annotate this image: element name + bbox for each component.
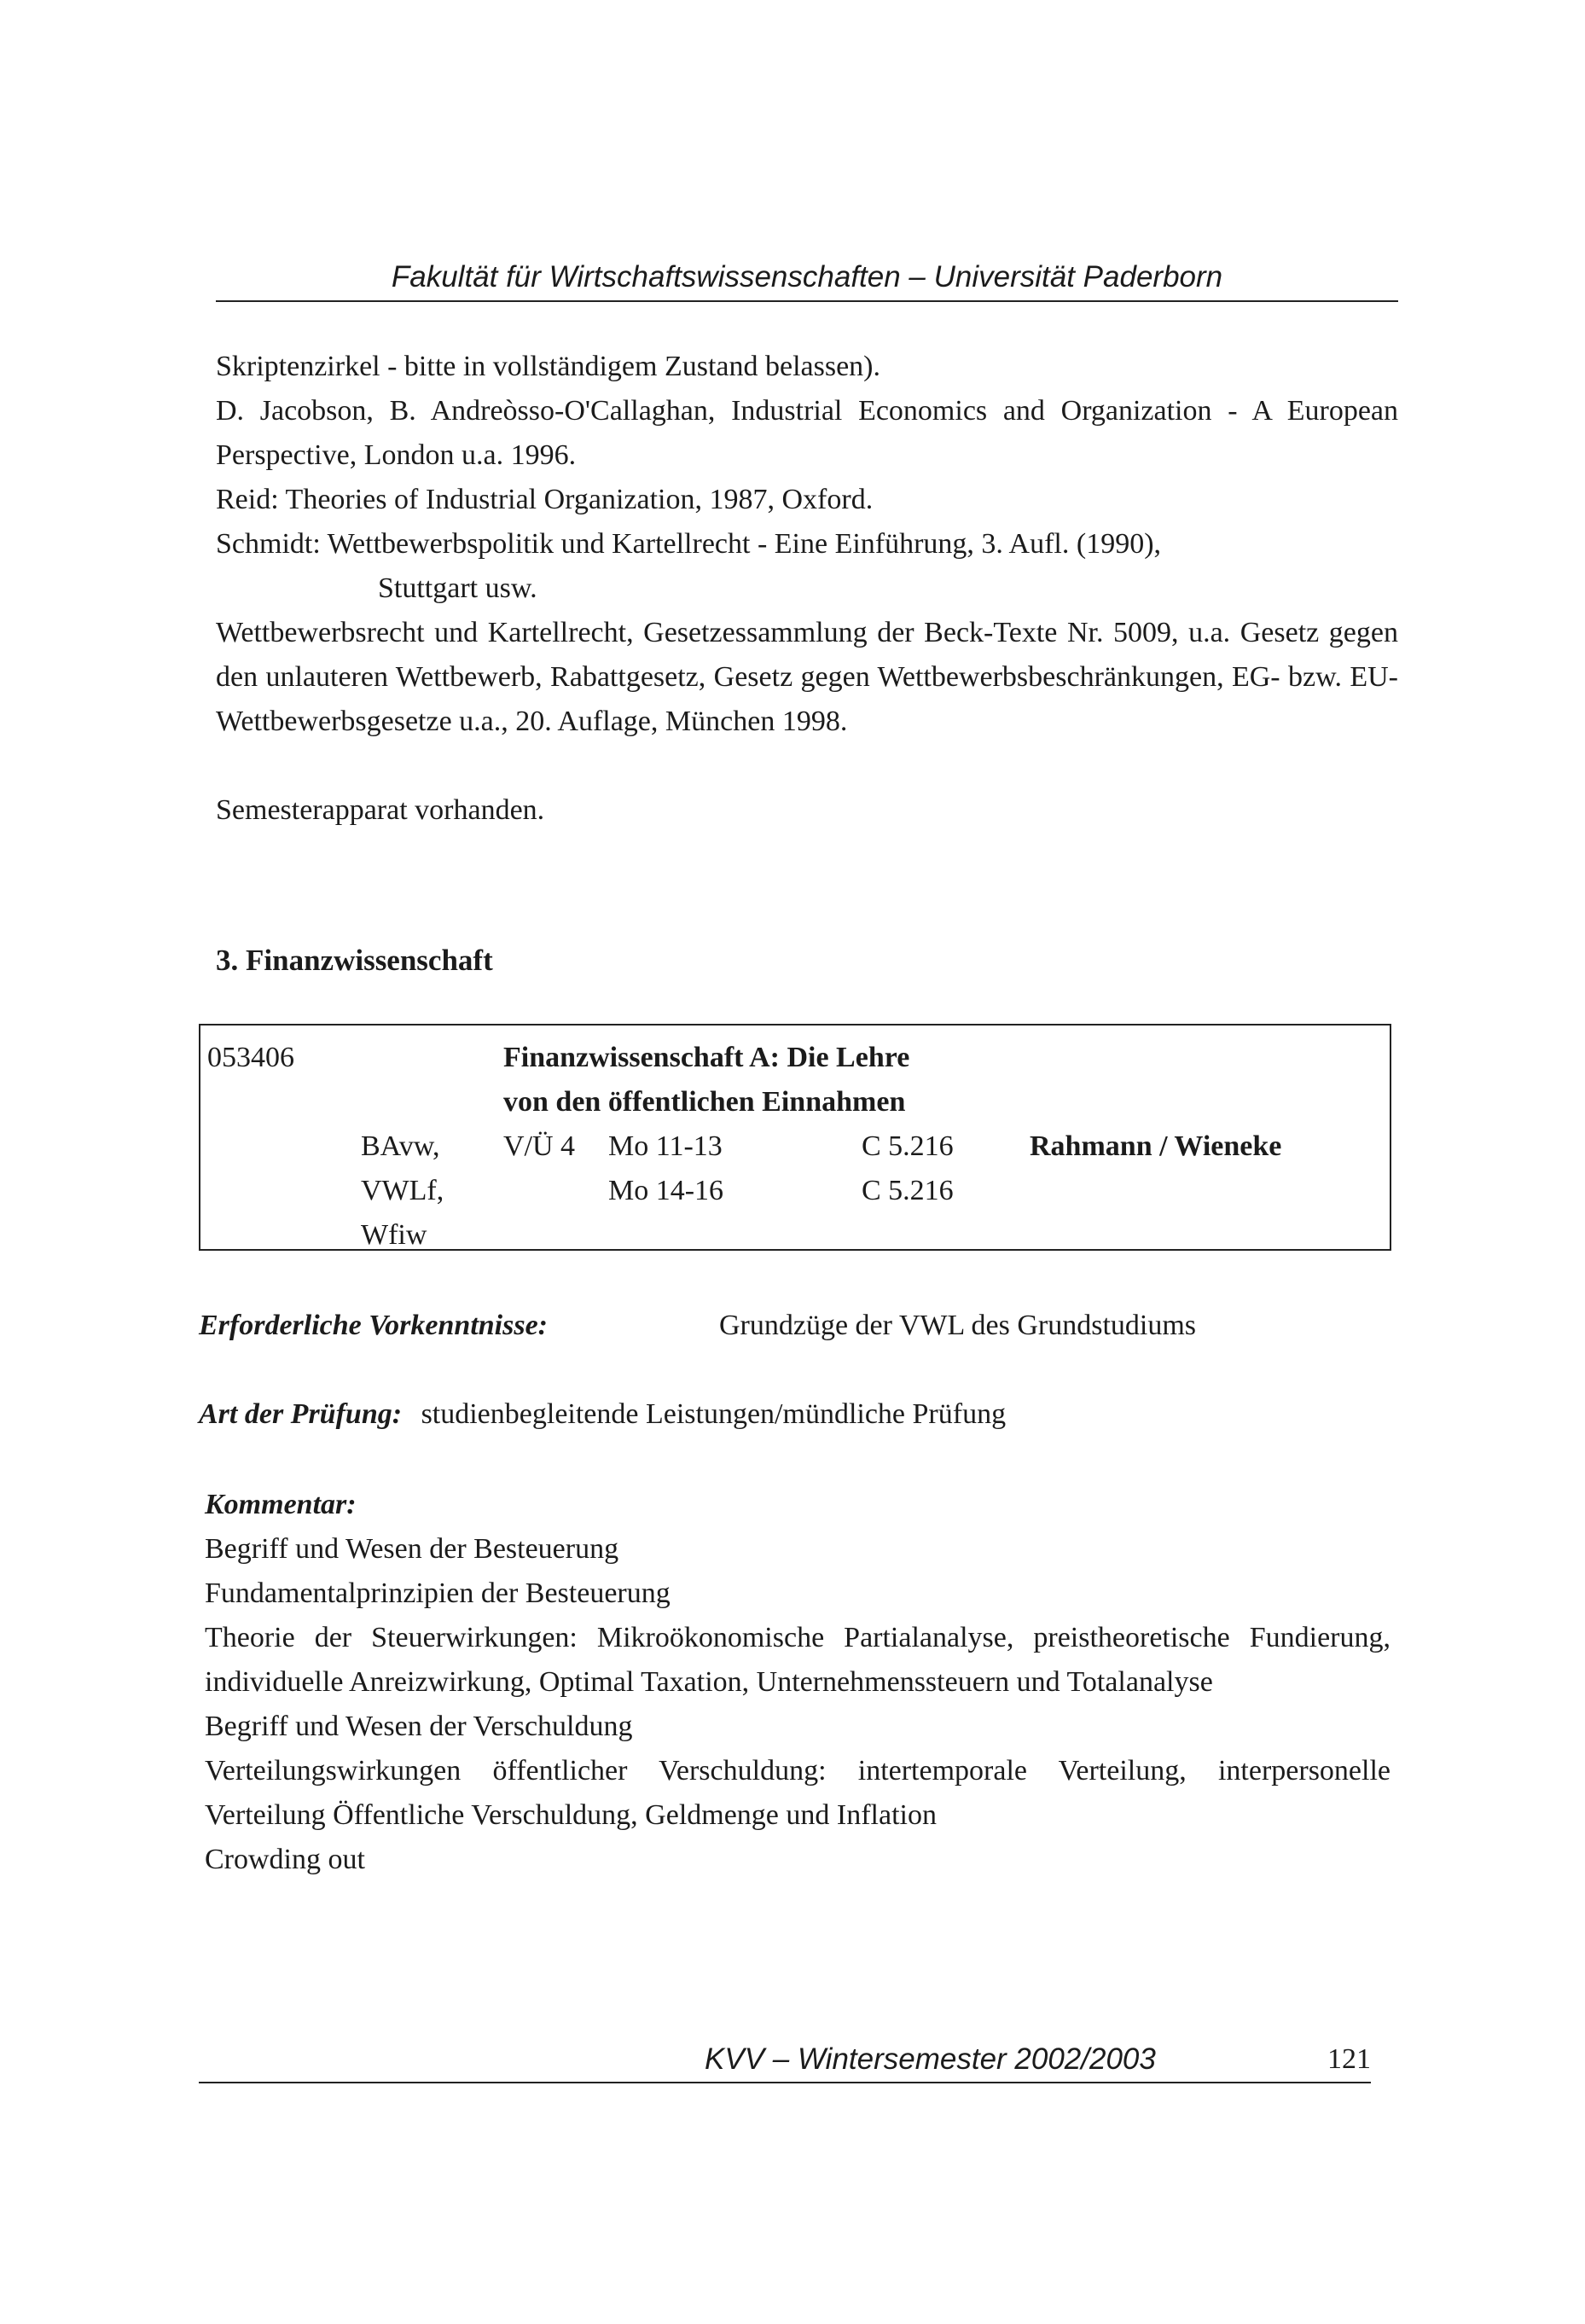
course-lecturers: Rahmann / Wieneke [1030,1130,1282,1162]
comment-item: Theorie der Steuerwirkungen: Mikroökonomische Partialanalyse, preistheoretische Fundierung, individuelle Anreizwirkung, Optimal Taxation, Unternehmenssteuern und Totalanalyse [205,1622,1391,1698]
prerequisites-value: Grundzüge der VWL des Grundstudiums [719,1310,1197,1341]
page-header: Fakultät für Wirtschaftswissenschaften – Universität Paderborn [216,256,1398,302]
course-title-line2: von den öffentlichen Einnahmen [503,1086,906,1118]
comment-list [205,1527,1391,1882]
literature-entry-jacobson: D. Jacobson, B. Andreòsso-O'Callaghan, Industrial Economics and Organization - A European Perspective, London u.a. 1996. [216,395,1398,471]
course-program-2: VWLf, [361,1175,444,1206]
page-footer [199,2037,1371,2083]
prerequisites-row [199,1304,1197,1348]
exam-row [199,1392,1006,1437]
literature-entry-schmidt-line1: Schmidt: Wettbewerbspolitik und Kartellrecht - Eine Einführung, 3. Aufl. (1990), [216,528,1162,560]
course-type: V/Ü 4 [503,1130,576,1162]
course-program-3: Wfiw [361,1219,427,1251]
comment-item: Begriff und Wesen der Besteuerung [205,1533,619,1565]
course-program-1: BAvw, [361,1130,440,1162]
comment-item: Begriff und Wesen der Verschuldung [205,1711,633,1742]
comment-item: Fundamentalprinzipien der Besteuerung [205,1577,671,1609]
comment-item: Verteilungswirkungen öffentlicher Verschuldung: intertemporale Verteilung, interpersonelle Verteilung Öffentliche Verschuldung, Geldmenge und Inflation [205,1755,1391,1831]
literature-entry-schmidt-line2: Stuttgart usw. [378,572,537,604]
course-number: 053406 [207,1042,294,1073]
literature-continuation: Skriptenzirkel - bitte in vollständigem Zustand belassen). [216,351,880,382]
exam-label: Art der Prüfung: [199,1398,403,1430]
exam-value: studienbegleitende Leistungen/mündliche Prüfung [421,1398,1007,1430]
comment-item: Crowding out [205,1844,365,1875]
footer-title: KVV – Wintersemester 2002/2003 [705,2042,1156,2076]
course-title-line1: Finanzwissenschaft A: Die Lehre [503,1042,910,1073]
course-room-1: C 5.216 [862,1130,954,1162]
course-time-2: Mo 14-16 [608,1175,724,1206]
course-time-1: Mo 11-13 [608,1130,723,1162]
literature-entry-reid: Reid: Theories of Industrial Organization, 1987, Oxford. [216,484,874,515]
comment-label-row [205,1483,357,1527]
literature-entry-beck: Wettbewerbsrecht und Kartellrecht, Gesetzessammlung der Beck-Texte Nr. 5009, u.a. Gesetz gegen den unlauteren Wettbewerb, Rabattgesetz, Gesetz gegen Wettbewerbsbeschränkungen, EG- bzw. EU-Wettbewerbsgesetze u.a., 20. Auflage, München 1998. [216,617,1398,737]
literature-note-semesterapparat: Semesterapparat vorhanden. [216,794,545,826]
course-room-2: C 5.216 [862,1175,954,1206]
page-number: 121 [1327,2043,1371,2075]
prerequisites-label: Erforderliche Vorkenntnisse: [199,1310,548,1341]
comment-label: Kommentar: [205,1489,357,1520]
section-title: 3. Finanzwissenschaft [216,944,493,977]
literature-entry-schmidt [216,522,1398,611]
course-box [199,1024,1391,1251]
